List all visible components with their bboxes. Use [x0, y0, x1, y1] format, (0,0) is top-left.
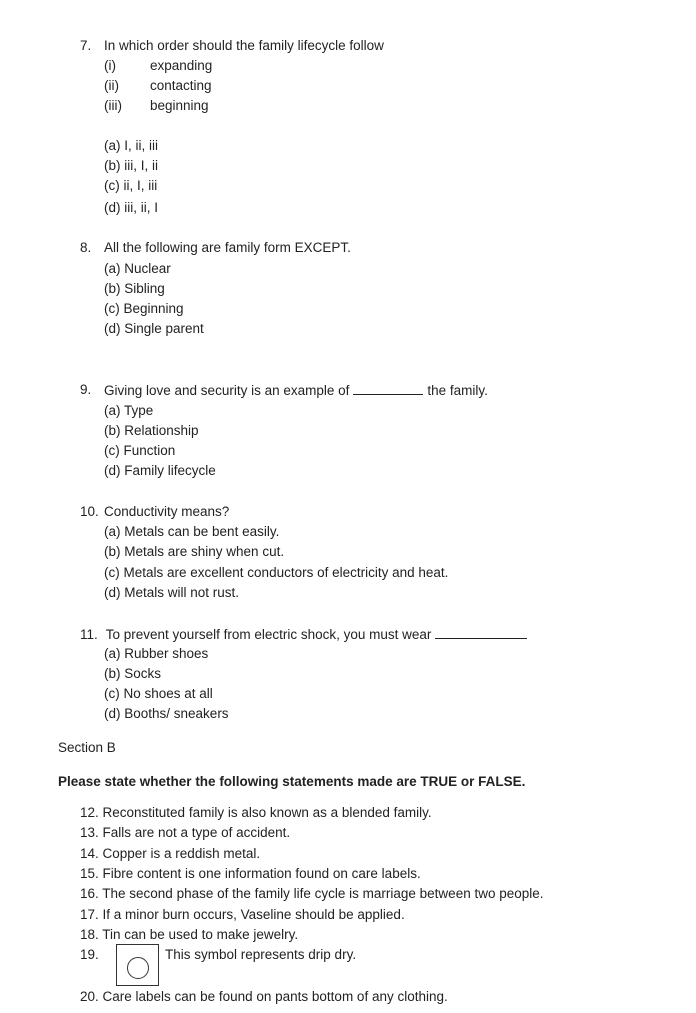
question-11-line	[80, 626, 527, 643]
answer-blank	[353, 382, 423, 395]
question-11-option: (c) No shoes at all	[104, 686, 213, 701]
question-7-option: (c) ii, I, iii	[104, 178, 158, 193]
question-9-option: (a) Type	[104, 403, 154, 418]
question-8-option: (c) Beginning	[104, 301, 184, 316]
question-8-option: (d) Single parent	[104, 321, 204, 336]
question-10-text: Conductivity means?	[104, 504, 230, 519]
question-10-option: (d) Metals will not rust.	[104, 585, 240, 600]
question-8-text: All the following are family form EXCEPT.	[104, 240, 351, 255]
question-11-text: To prevent yourself from electric shock, you must wear	[105, 627, 432, 642]
answer-blank	[435, 626, 527, 639]
question-11-number: 11.	[80, 627, 98, 642]
question-9-number: 9.	[80, 382, 92, 397]
roman-item: contacting	[150, 78, 212, 93]
true-false-statement: 18. Tin can be used to make jewelry.	[80, 927, 299, 942]
question-9-option: (c) Function	[104, 443, 176, 458]
question-7-option: (d) iii, ii, I	[104, 200, 158, 215]
statement-19-text: This symbol represents drip dry.	[165, 947, 357, 962]
true-false-statement: 15. Fibre content is one information found on care labels.	[80, 866, 421, 881]
section-title: Section B	[58, 740, 116, 755]
roman-numeral: (ii)	[104, 78, 119, 93]
question-8-option: (b) Sibling	[104, 281, 165, 296]
question-9-option: (d) Family lifecycle	[104, 463, 216, 478]
question-7-option: (b) iii, I, ii	[104, 158, 158, 173]
question-8-number: 8.	[80, 240, 92, 255]
question-10-option: (b) Metals are shiny when cut.	[104, 544, 285, 559]
question-10-number: 10.	[80, 504, 99, 519]
question-9-text	[104, 382, 488, 399]
question-11-option: (d) Booths/ sneakers	[104, 706, 229, 721]
roman-item: beginning	[150, 98, 209, 113]
true-false-statement: 20. Care labels can be found on pants bottom of any clothing.	[80, 989, 448, 1004]
question-8-option: (a) Nuclear	[104, 261, 171, 276]
question-text-after: the family.	[427, 383, 488, 398]
roman-numeral: (i)	[104, 58, 116, 73]
roman-numeral: (iii)	[104, 98, 122, 113]
roman-item: expanding	[150, 58, 213, 73]
true-false-statement: 17. If a minor burn occurs, Vaseline should be applied.	[80, 907, 405, 922]
question-7-option: (a) I, ii, iii	[104, 138, 158, 153]
true-false-statement: 14. Copper is a reddish metal.	[80, 846, 261, 861]
question-10-option: (c) Metals are excellent conductors of electricity and heat.	[104, 565, 449, 580]
question-11-option: (b) Socks	[104, 666, 162, 681]
question-11-option: (a) Rubber shoes	[104, 646, 209, 661]
question-9-option: (b) Relationship	[104, 423, 199, 438]
question-text: Giving love and security is an example of	[104, 383, 350, 398]
true-false-statement: 13. Falls are not a type of accident.	[80, 825, 291, 840]
true-false-statement: 16. The second phase of the family life cycle is marriage between two people.	[80, 886, 544, 901]
question-7-number: 7.	[80, 38, 92, 53]
true-false-statement: 19.	[80, 947, 99, 962]
true-false-statement: 12. Reconstituted family is also known as a blended family.	[80, 805, 432, 820]
section-instruction: Please state whether the following statements made are TRUE or FALSE.	[58, 774, 526, 789]
question-7-text: In which order should the family lifecycle follow	[104, 38, 384, 53]
drip-dry-symbol-icon	[116, 944, 159, 986]
question-10-option: (a) Metals can be bent easily.	[104, 524, 280, 539]
